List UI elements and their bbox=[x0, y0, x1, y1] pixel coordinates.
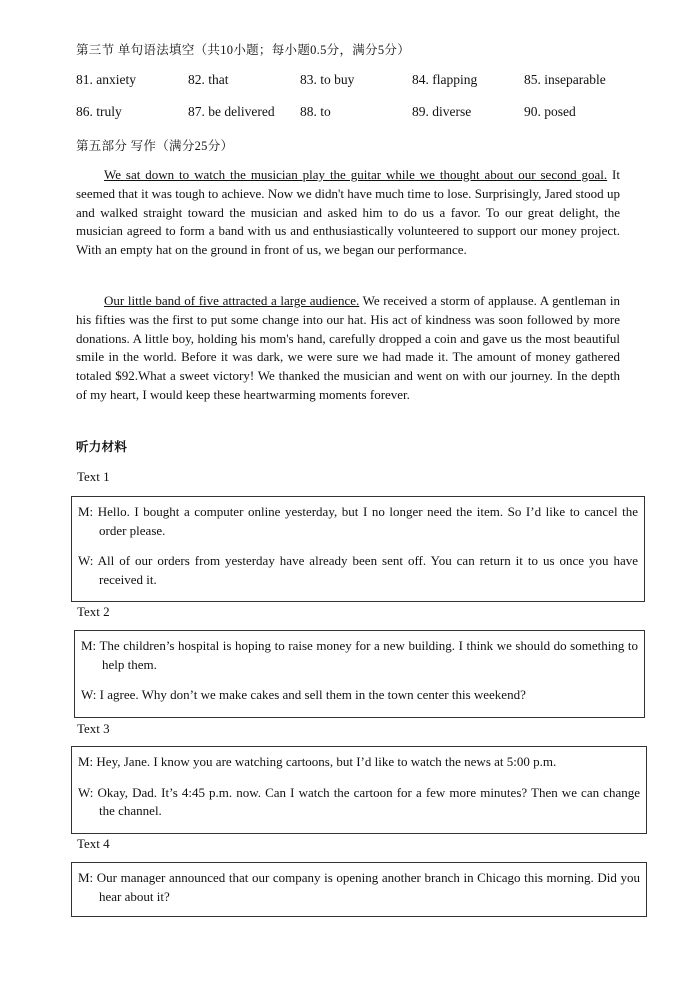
answer-87: 87. be delivered bbox=[188, 104, 275, 119]
answer-84: 84. flapping bbox=[412, 72, 478, 87]
listening-heading: 听力材料 bbox=[76, 440, 128, 454]
section3-heading: 第三节 单句语法填空（共10小题；每小题0.5分，满分5分） bbox=[76, 43, 411, 57]
answer-89: 89. diverse bbox=[412, 104, 472, 119]
answer-86: 86. truly bbox=[76, 104, 122, 119]
text-3-label: Text 3 bbox=[77, 721, 110, 736]
text-1-line-2: W: All of our orders from yesterday have already been sent off. You can return it to us once you have received it. bbox=[78, 553, 638, 587]
text-4-box bbox=[71, 862, 647, 917]
part5-heading: 第五部分 写作（满分25分） bbox=[76, 139, 234, 153]
text-3-line-1: M: Hey, Jane. I know you are watching cartoons, but I’d like to watch the news at 5:00 p.m. bbox=[78, 754, 557, 769]
text-2-label: Text 2 bbox=[77, 604, 110, 619]
paragraph-2-opening-sentence: Our little band of five attracted a large audience. bbox=[104, 293, 360, 308]
text-1-box bbox=[71, 496, 645, 602]
answer-90: 90. posed bbox=[524, 104, 576, 119]
answer-row-2 bbox=[76, 104, 676, 124]
paragraph-1-opening-sentence: We sat down to watch the musician play the guitar while we thought about our second goal. bbox=[104, 167, 608, 182]
text-2-line-1: M: The children’s hospital is hoping to raise money for a new building. I think we should do something to help them. bbox=[81, 638, 638, 672]
answer-83: 83. to buy bbox=[300, 72, 355, 87]
answer-82: 82. that bbox=[188, 72, 229, 87]
answer-row-1 bbox=[76, 72, 676, 92]
text-2-line-2: W: I agree. Why don’t we make cakes and sell them in the town center this weekend? bbox=[81, 687, 526, 702]
answer-85: 85. inseparable bbox=[524, 72, 606, 87]
paragraph-1-body: It seemed that it was tough to achieve. Now we didn't have much time to lose. Surprisingly, Jared stood up and walked straight toward the musician and asked him to do us a favor. To our great delight, the musician agreed to form a band with us and enthusiastically volunteered to support our money project. With an empty hat on the ground in front of us, we began our performance. bbox=[76, 167, 620, 258]
text-1-line-1: M: Hello. I bought a computer online yesterday, but I no longer need the item. So I’d like to cancel the order please. bbox=[78, 504, 638, 538]
answer-81: 81. anxiety bbox=[76, 72, 136, 87]
text-4-line-1: M: Our manager announced that our company is opening another branch in Chicago this morning. Did you hear about it? bbox=[78, 870, 640, 904]
essay-paragraph-1 bbox=[76, 166, 620, 260]
text-3-line-2: W: Okay, Dad. It’s 4:45 p.m. now. Can I watch the cartoon for a few more minutes? Then we can change the channel. bbox=[78, 784, 640, 818]
answer-88: 88. to bbox=[300, 104, 331, 119]
paragraph-2-body: We received a storm of applause. A gentleman in his fifties was the first to put some change into our hat. His act of kindness was soon followed by more donations. A little boy, holding his mom's hand, carefully dropped a coin and gave us the most beautiful smile in the world. Before it was dark, we were sure we had made it. The amount of money gathered totaled $92.What a sweet victory! We thanked the musician and went on with our journey. In the depth of my heart, I would keep these heartwarming moments forever. bbox=[76, 293, 620, 402]
text-4-label: Text 4 bbox=[77, 836, 110, 851]
text-2-box bbox=[74, 630, 645, 718]
text-3-box bbox=[71, 746, 647, 834]
essay-paragraph-2 bbox=[76, 292, 620, 405]
text-1-label: Text 1 bbox=[77, 469, 110, 484]
